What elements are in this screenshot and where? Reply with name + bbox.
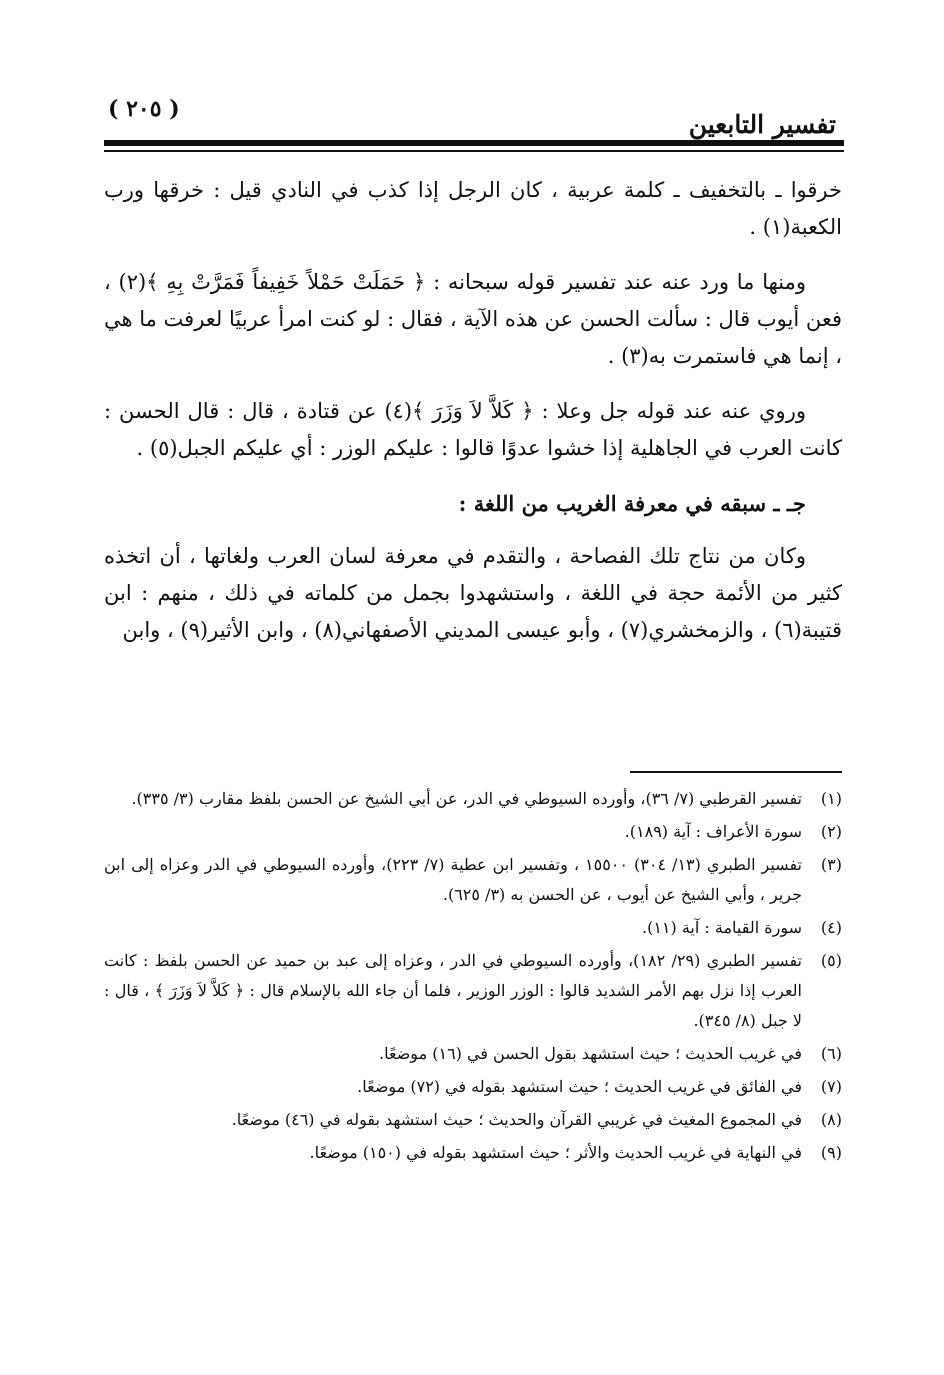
footnote-number: (٨): [820, 1110, 842, 1129]
footnote-text: في المجموع المغيث في غريبي القرآن والحديث ؛ حيث استشهد بقوله في (٤٦) موضعًا.: [231, 1110, 802, 1129]
footnote-item: [104, 946, 842, 1036]
footnote-number: (٣): [820, 855, 842, 874]
footnote-text: سورة القيامة : آية (١١).: [641, 918, 802, 937]
main-text: [104, 172, 842, 667]
footnote-item: [104, 850, 842, 910]
footnote-number: (١): [820, 789, 842, 808]
footnote-item: [104, 913, 842, 943]
footnote-number: (٧): [820, 1077, 842, 1096]
footnote-item: [104, 1039, 842, 1069]
footnotes: [104, 784, 842, 1171]
header-rule-thin: [104, 150, 844, 152]
footnote-number: (٥): [820, 951, 842, 970]
paragraph-4: وكان من نتاج تلك الفصاحة ، والتقدم في معرفة لسان العرب ولغاتها ، أن اتخذه كثير من الأئمة حجة في اللغة ، واستشهدوا بجمل من كلماته في ذلك ، منهم : ابن قتيبة(٦) ، والزمخشري(٧) ، وأبو عيسى المديني الأصفهاني(٨) ، وابن الأثير(٩) ، وابن: [104, 544, 842, 642]
footnote-text: تفسير الطبري (١٣/ ٣٠٤) ١٥٥٠٠ ، وتفسير ابن عطية (٧/ ٢٢٣)، وأورده السيوطي في الدر وعزاه إلى ابن جرير ، وأبي الشيخ عن أيوب ، عن الحسن به (٣/ ٦٢٥).: [104, 855, 802, 904]
footnote-text: في غريب الحديث ؛ حيث استشهد بقول الحسن في (١٦) موضعًا.: [379, 1044, 802, 1063]
paragraph-1: خرقوا ـ بالتخفيف ـ كلمة عربية ، كان الرجل إذا كذب في النادي قيل : خرقها ورب الكعبة(١) .: [104, 178, 842, 239]
paragraph-2: ومنها ما ورد عنه عند تفسير قوله سبحانه : ﴿ حَمَلَتْ حَمْلاً خَفِيفاً فَمَرَّتْ بِهِ ﴾(٢) ، فعن أيوب قال : سألت الحسن عن هذه الآية ، فقال : لو كنت امرأ عربيًا لعرفت ما هي ، إنما هي فاستمرت به(٣) .: [103, 270, 842, 368]
footnote-text: تفسير الطبري (٢٩/ ١٨٢)، وأورده السيوطي في الدر ، وعزاه إلى عبد بن حميد عن الحسن بلفظ : كانت العرب إذا نزل بهم الأمر الشديد قالوا : الوزر الوزير ، فلما أن جاء الله بالإسلام قال : ﴿ كَلاَّ لاَ وَزَرَ ﴾ ، قال : لا جبل (٨/ ٣٤٥).: [104, 951, 803, 1030]
footnote-item: [104, 817, 842, 847]
running-header-title: تفسير التابعين: [688, 110, 836, 139]
header-rule-thick: [104, 140, 844, 146]
page-number: ( ٢٠٥ ): [108, 96, 180, 122]
footnote-number: (٢): [820, 822, 842, 841]
footnote-text: في النهاية في غريب الحديث والأثر ؛ حيث استشهد بقوله في (١٥٠) موضعًا.: [309, 1143, 802, 1162]
footnote-item: [104, 1072, 842, 1102]
footnote-number: (٤): [820, 918, 842, 937]
footnote-text: تفسير القرطبي (٧/ ٣٦)، وأورده السيوطي في الدر، عن أبي الشيخ عن الحسن بلفظ مقارب (٣/ ٣٣٥).: [131, 789, 802, 808]
footnote-item: [104, 1138, 842, 1168]
footnote-number: (٦): [820, 1044, 842, 1063]
paragraph-3: وروي عنه عند قوله جل وعلا : ﴿ كَلاَّ لاَ وَزَرَ ﴾(٤) عن قتادة ، قال : قال الحسن : كانت العرب في الجاهلية إذا خشوا عدوًا قالوا : عليكم الوزر : أي عليكم الجبل(٥) .: [104, 399, 842, 460]
section-heading: جـ ـ سبقه في معرفة الغريب من اللغة :: [458, 491, 806, 516]
footnote-item: [104, 1105, 842, 1135]
footnote-item: [104, 784, 842, 814]
footnote-text: في الفائق في غريب الحديث ؛ حيث استشهد بقوله في (٧٢) موضعًا.: [357, 1077, 802, 1096]
footnote-text: سورة الأعراف : آية (١٨٩).: [624, 822, 802, 841]
footnote-number: (٩): [820, 1143, 842, 1162]
footnote-separator: [630, 771, 842, 773]
